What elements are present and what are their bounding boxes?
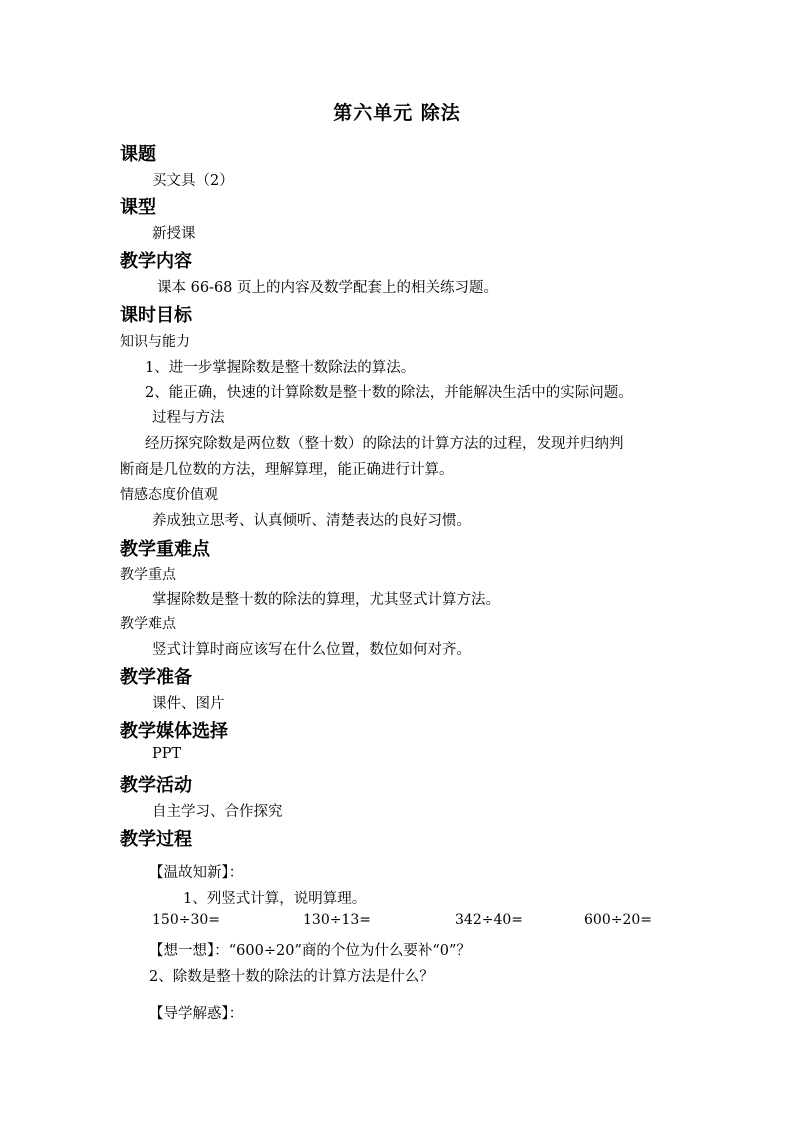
qinggan-body: 养成独立思考、认真倾听、清楚表达的良好习惯。 (152, 513, 471, 529)
keti-body: 买文具（2） (152, 173, 234, 189)
heading-zhongnandian: 教学重难点 (120, 539, 210, 560)
daoxue-jiehuo: 【导学解惑】： (149, 1006, 244, 1022)
nandian-body: 竖式计算时商应该写在什么位置，数位如何对齐。 (152, 642, 471, 658)
xiangyixiang: 【想一想】：“600÷20”商的个位为什么要补“0”？ (149, 943, 471, 959)
huodong-body: 自主学习、合作探究 (152, 804, 283, 820)
heading-jiaoxue-neirong: 教学内容 (120, 251, 192, 272)
calc-item-2: 130÷13= (303, 912, 371, 928)
label-jiaoxue-zhongdian: 教学重点 (120, 567, 176, 583)
guocheng-line-2: 断商是几位数的方法，理解算理，能正确进行计算。 (120, 462, 454, 478)
heading-keshi-mubiao: 课时目标 (120, 305, 192, 326)
neirong-body: 课本 66-68 页上的内容及数学配套上的相关练习题。 (157, 280, 499, 296)
calc-item-1: 150÷30= (152, 912, 220, 928)
label-zhishi-nengli: 知识与能力 (120, 334, 190, 350)
calc-item-3: 342÷40= (455, 912, 523, 928)
heading-kexing: 课型 (120, 197, 156, 218)
wengu-zhixin: 【温故知新】： (149, 865, 244, 881)
task-1: 1、列竖式计算，说明算理。 (183, 891, 367, 907)
heading-jiaoxue-huodong: 教学活动 (120, 775, 192, 796)
heading-meiti-xuanze: 教学媒体选择 (120, 721, 228, 742)
calc-item-4: 600÷20= (584, 912, 652, 928)
task-2: 2、除数是整十数的除法的计算方法是什么？ (149, 969, 434, 985)
heading-jiaoxue-zhunbei: 教学准备 (120, 667, 192, 688)
zhongdian-body: 掌握除数是整十数的除法的算理，尤其竖式计算方法。 (152, 592, 500, 608)
guocheng-line-1: 经历探究除数是两位数（整十数）的除法的计算方法的过程，发现并归纳判 (145, 436, 624, 452)
label-guocheng-fangfa: 过程与方法 (152, 410, 225, 426)
meiti-body: PPT (152, 746, 182, 762)
heading-keti: 课题 (120, 144, 156, 165)
zhunbei-body: 课件、图片 (152, 696, 225, 712)
zhishi-item-2: 2、能正确，快速的计算除数是整十数的除法，并能解决生活中的实际问题。 (145, 385, 633, 401)
zhishi-item-1: 1、进一步掌握除数是整十数除法的算法。 (145, 360, 416, 376)
label-qinggan-taidu: 情感态度价值观 (120, 487, 218, 503)
label-jiaoxue-nandian: 教学难点 (120, 616, 176, 632)
page-title: 第六单元 除法 (333, 102, 461, 124)
heading-jiaoxue-guocheng: 教学过程 (120, 829, 192, 850)
kexing-body: 新授课 (152, 226, 196, 242)
